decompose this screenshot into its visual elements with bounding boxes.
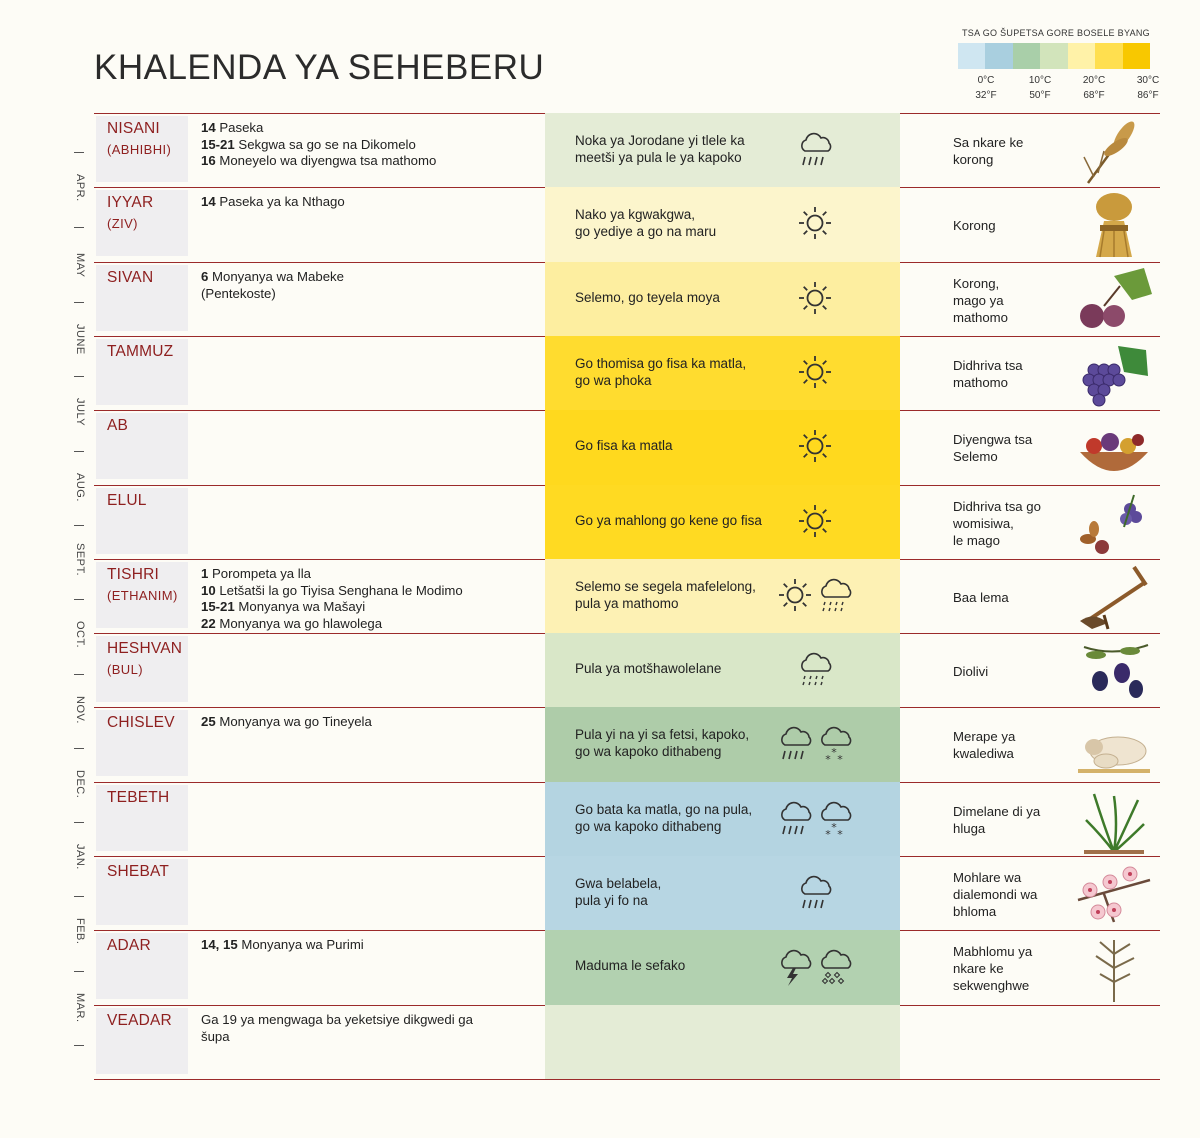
- celsius-value: 20°C: [1082, 75, 1106, 86]
- sheep-icon: [1074, 711, 1154, 779]
- legend-swatch: [1095, 43, 1122, 69]
- legend-swatch: [1068, 43, 1095, 69]
- legend-swatch: [985, 43, 1012, 69]
- sun-icon: [777, 577, 813, 617]
- feast-entry: [201, 153, 541, 170]
- agriculture-line: womisiwa,: [953, 515, 1014, 531]
- agriculture-text: [953, 869, 1073, 920]
- hail-icon: [817, 948, 853, 988]
- feast-entry: [201, 937, 541, 954]
- agriculture-text: [953, 357, 1073, 391]
- climate-line: Go ya mahlong go kene go fisa: [575, 513, 762, 528]
- climate-cell: [545, 930, 900, 1005]
- feast-day-number: 14, 15: [201, 937, 238, 952]
- agriculture-text: [953, 217, 1073, 234]
- celsius-value: 10°C: [1028, 75, 1052, 86]
- feast-name: Paseka ya ka Nthago: [219, 194, 345, 209]
- agriculture-line: Diolivi: [953, 663, 989, 679]
- feast-name: Monyanya wa Purimi: [241, 937, 364, 952]
- sun-icon: [797, 205, 833, 245]
- dried-fruit-icon: [1074, 489, 1154, 557]
- rain-icon: [777, 725, 813, 765]
- feast-day-number: 22: [201, 615, 216, 631]
- feast-entry: [201, 714, 541, 731]
- climate-text: [575, 726, 775, 760]
- feast-name: Sekgwa sa go se na Dikomelo: [238, 136, 416, 152]
- agriculture-text: [953, 803, 1073, 837]
- climate-line: go yediye a go na maru: [575, 224, 717, 239]
- feast-name: Moneyelo wa diyengwa tsa mathomo: [219, 153, 437, 168]
- agriculture-line: Sa nkare ke: [953, 135, 1024, 150]
- agriculture-text: [953, 943, 1073, 994]
- climate-cell: [545, 262, 900, 336]
- feast-day-number: 15-21: [201, 136, 235, 152]
- feasts-list: [201, 1012, 541, 1045]
- agriculture-text: [953, 134, 1073, 168]
- page-title: KHALENDA YA SEHEBERU: [94, 48, 545, 87]
- climate-line: pula yi fo na: [575, 893, 648, 908]
- agriculture-text: [953, 431, 1073, 465]
- month-row: [94, 1006, 1160, 1080]
- hebrew-month-alt-name: (ETHANIM): [107, 588, 178, 603]
- month-divider-tick: [74, 376, 84, 377]
- climate-line: Nako ya kgwakgwa,: [575, 207, 696, 222]
- climate-line: go wa kapoko dithabeng: [575, 819, 722, 834]
- feast-entry: [201, 137, 541, 154]
- weather-icons: [777, 577, 853, 617]
- climate-text: [575, 957, 775, 974]
- climate-line: go wa phoka: [575, 373, 652, 388]
- agriculture-line: Baa lema: [953, 589, 1009, 605]
- sun-icon: [797, 503, 833, 543]
- feast-name: Paseka: [219, 120, 264, 135]
- feast-name: Monyanya wa go hlawolega: [219, 615, 383, 631]
- agriculture-line: Didhriva tsa: [953, 358, 1023, 373]
- climate-text: [575, 355, 775, 389]
- climate-cell: [545, 559, 900, 633]
- feast-name: Monyanya wa go Tineyela: [219, 714, 372, 729]
- barley-icon: [1074, 117, 1154, 185]
- gregorian-month-strip: [64, 120, 94, 1060]
- flax-icon: [1074, 934, 1154, 1002]
- legend-ticks: [958, 69, 1160, 103]
- agriculture-line: Merape ya: [953, 729, 1016, 744]
- light-rain-icon: [817, 577, 853, 617]
- agriculture-line: mago ya: [953, 292, 1004, 308]
- gregorian-month-label: DEC.: [74, 769, 86, 799]
- hebrew-month-name: TISHRI: [107, 566, 160, 583]
- feast-name: šupa: [201, 1028, 230, 1044]
- olive-icon: [1074, 637, 1154, 705]
- climate-line: pula ya mathomo: [575, 596, 679, 611]
- climate-line: Go thomisa go fisa ka matla,: [575, 356, 747, 371]
- feast-entry: [201, 120, 541, 137]
- agriculture-text: [953, 663, 1073, 680]
- agriculture-line: kwalediwa: [953, 746, 1014, 761]
- agriculture-text: [953, 589, 1073, 606]
- feast-entry: [201, 616, 541, 633]
- month-row: [94, 411, 1160, 485]
- feast-entry: [201, 194, 541, 211]
- climate-cell: [545, 410, 900, 485]
- climate-line: Selemo se segela mafelelong,: [575, 579, 756, 594]
- agriculture-line: Dimelane di ya: [953, 804, 1041, 819]
- feast-day-number: 10: [201, 582, 216, 598]
- month-divider-tick: [74, 302, 84, 303]
- agriculture-line: Korong,: [953, 275, 1000, 291]
- feast-day-number: 25: [201, 714, 216, 729]
- gregorian-month-label: FEB.: [74, 918, 86, 945]
- climate-line: Go fisa ka matla: [575, 438, 673, 453]
- legend-tick-label: [966, 73, 1006, 103]
- thunder-icon: [777, 948, 813, 988]
- weather-icons: [797, 651, 833, 691]
- month-row: [94, 931, 1160, 1005]
- hebrew-month-name: SIVAN: [107, 269, 154, 286]
- month-row: [94, 708, 1160, 782]
- climate-text: [575, 437, 775, 454]
- month-divider-tick: [74, 227, 84, 228]
- agriculture-line: bhloma: [953, 903, 997, 919]
- hebrew-month-alt-name: (ZIV): [107, 216, 138, 231]
- month-row: [94, 783, 1160, 857]
- wheat-sheaf-icon: [1074, 191, 1154, 259]
- weather-icons: [777, 948, 853, 988]
- climate-cell: [545, 782, 900, 856]
- climate-text: [575, 660, 775, 677]
- agriculture-line: Diyengwa tsa: [953, 432, 1033, 447]
- grapes-icon: [1074, 340, 1154, 408]
- month-row: [94, 486, 1160, 560]
- hebrew-month-name: TEBETH: [107, 789, 170, 806]
- weather-icons: [777, 800, 853, 840]
- climate-line: Go bata ka matla, go na pula,: [575, 802, 753, 817]
- climate-cell: [545, 1005, 900, 1079]
- climate-line: Maduma le sefako: [575, 958, 686, 973]
- month-divider-tick: [74, 1045, 84, 1046]
- feast-name: Monyanya wa Mabeke: [212, 269, 344, 284]
- rain-icon: [797, 131, 833, 171]
- hebrew-month-name: AB: [107, 417, 129, 434]
- gregorian-month-label: MAY: [74, 253, 86, 278]
- agriculture-line: sekwenghwe: [953, 977, 1030, 993]
- month-row: [94, 560, 1160, 634]
- fahrenheit-value: 32°F: [975, 90, 997, 101]
- climate-text: [575, 132, 775, 166]
- climate-cell: [545, 113, 900, 187]
- climate-text: [575, 801, 775, 835]
- agriculture-line: Selemo: [953, 449, 998, 464]
- climate-cell: [545, 856, 900, 930]
- hebrew-month-name: CHISLEV: [107, 714, 175, 731]
- gregorian-month-label: APR.: [74, 174, 86, 202]
- agriculture-line: nkare ke: [953, 960, 1004, 976]
- legend-color-scale: [958, 43, 1150, 69]
- month-divider-tick: [74, 971, 84, 972]
- agriculture-text: [953, 498, 1073, 549]
- feast-day-number: 15-21: [201, 599, 235, 614]
- agriculture-line: mathomo: [953, 375, 1008, 390]
- feast-name: Porompeta ya lla: [212, 566, 311, 581]
- hebrew-month-alt-name: (ABHIBHI): [107, 142, 172, 157]
- climate-cell: [545, 707, 900, 782]
- hebrew-month-name: VEADAR: [107, 1012, 172, 1029]
- legend-swatch: [1013, 43, 1040, 69]
- climate-line: go wa kapoko dithabeng: [575, 744, 722, 759]
- svg-text:*: *: [837, 828, 843, 840]
- feast-day-number: 16: [201, 153, 216, 168]
- climate-line: Gwa belabela,: [575, 876, 662, 891]
- feast-entry: [201, 599, 541, 616]
- hebrew-month-alt-name: (BUL): [107, 662, 143, 677]
- svg-text:*: *: [831, 746, 837, 759]
- feast-name: (Pentekoste): [201, 285, 276, 301]
- weather-icons: [797, 354, 833, 394]
- sun-icon: [797, 354, 833, 394]
- month-row: [94, 263, 1160, 337]
- agriculture-line: korong: [953, 152, 994, 167]
- month-divider-tick: [74, 896, 84, 897]
- month-divider-tick: [74, 599, 84, 600]
- hebrew-month-name: HESHVAN: [107, 640, 183, 657]
- hebrew-month-name: TAMMUZ: [107, 343, 174, 360]
- legend-tick-label: [1074, 73, 1114, 103]
- feast-entry: [201, 1029, 541, 1046]
- feast-entry: [201, 566, 541, 583]
- feasts-list: [201, 120, 541, 170]
- climate-line: Selemo, go teyela moya: [575, 290, 720, 305]
- gregorian-month-label: JULY: [74, 398, 86, 427]
- gregorian-month-label: NOV.: [74, 695, 86, 724]
- feasts-list: [201, 937, 541, 954]
- agriculture-line: dialemondi wa: [953, 886, 1038, 902]
- hebrew-month-name: ELUL: [107, 492, 147, 509]
- month-divider-tick: [74, 822, 84, 823]
- agriculture-line: Mohlare wa: [953, 869, 1022, 885]
- light-rain-icon: [797, 651, 833, 691]
- agriculture-line: mathomo: [953, 309, 1008, 325]
- weather-icons: [797, 205, 833, 245]
- feasts-list: [201, 194, 541, 211]
- feasts-list: [201, 714, 541, 731]
- climate-text: [575, 512, 775, 529]
- legend-tick-label: [1020, 73, 1060, 103]
- weather-icons: [797, 280, 833, 320]
- agriculture-line: le mago: [953, 532, 1000, 548]
- hebrew-month-name: IYYAR: [107, 194, 154, 211]
- gregorian-month-label: JAN.: [74, 843, 86, 870]
- weather-icons: [797, 131, 833, 171]
- climate-line: meetši ya pula le ya kapoko: [575, 150, 742, 165]
- snow-icon: [817, 800, 853, 840]
- month-divider-tick: [74, 748, 84, 749]
- agriculture-line: hluga: [953, 821, 986, 836]
- weather-icons: [777, 725, 853, 765]
- svg-text:*: *: [831, 821, 837, 834]
- gregorian-month-label: JUNE: [74, 323, 86, 355]
- agriculture-text: [953, 275, 1073, 326]
- hebrew-month-name: SHEBAT: [107, 863, 170, 880]
- fig-icon: [1074, 266, 1154, 334]
- month-divider-tick: [74, 674, 84, 675]
- month-row: [94, 188, 1160, 262]
- agriculture-text: [953, 728, 1073, 762]
- svg-text:*: *: [825, 828, 831, 840]
- feast-entry: [201, 1012, 541, 1029]
- legend-swatch: [958, 43, 985, 69]
- weather-icons: [797, 503, 833, 543]
- feast-day-number: 6: [201, 269, 209, 284]
- almond-blossom-icon: [1074, 860, 1154, 928]
- month-divider-tick: [74, 152, 84, 153]
- feast-day-number: 1: [201, 566, 209, 581]
- hebrew-month-name: ADAR: [107, 937, 151, 954]
- month-row: [94, 857, 1160, 931]
- legend-swatch: [1123, 43, 1150, 69]
- feast-day-number: 14: [201, 120, 216, 135]
- row-divider: [94, 1079, 1160, 1080]
- climate-text: [575, 289, 775, 306]
- sprout-icon: [1074, 786, 1154, 854]
- gregorian-month-label: AUG.: [74, 472, 86, 502]
- feast-name: Letšatši la go Tiyisa Senghana le Modimo: [219, 582, 463, 598]
- climate-cell: [545, 633, 900, 707]
- feast-entry: [201, 269, 541, 286]
- rain-icon: [797, 874, 833, 914]
- climate-cell: [545, 336, 900, 410]
- climate-line: Pula yi na yi sa fetsi, kapoko,: [575, 727, 750, 742]
- feasts-list: [201, 566, 541, 632]
- feast-day-number: 14: [201, 194, 216, 209]
- temperature-legend: [958, 28, 1160, 103]
- feast-name: Monyanya wa Mašayi: [238, 599, 366, 614]
- weather-icons: [797, 874, 833, 914]
- snow-icon: [817, 725, 853, 765]
- agriculture-line: Korong: [953, 217, 996, 233]
- gregorian-month-label: SEPT.: [74, 543, 86, 577]
- plough-icon: [1074, 563, 1154, 631]
- agriculture-line: Didhriva tsa go: [953, 498, 1041, 514]
- legend-tick-label: [1128, 73, 1168, 103]
- feast-entry: [201, 286, 541, 303]
- rain-icon: [777, 800, 813, 840]
- climate-line: Pula ya motšhawolelane: [575, 661, 722, 676]
- legend-swatch: [1040, 43, 1067, 69]
- month-row: [94, 634, 1160, 708]
- feast-entry: [201, 583, 541, 600]
- svg-text:*: *: [837, 753, 843, 765]
- climate-cell: [545, 485, 900, 559]
- feasts-list: [201, 269, 541, 302]
- fahrenheit-value: 50°F: [1029, 90, 1051, 101]
- fahrenheit-value: 68°F: [1083, 90, 1105, 101]
- climate-text: [575, 875, 775, 909]
- month-row: [94, 337, 1160, 411]
- climate-text: [575, 578, 775, 612]
- celsius-value: 0°C: [977, 75, 995, 86]
- month-row: [94, 114, 1160, 188]
- sun-icon: [797, 428, 833, 468]
- climate-cell: [545, 187, 900, 262]
- gregorian-month-label: MAR.: [74, 992, 86, 1023]
- legend-title: TSA GO ŠUPETSA GORE BOSELE BYANG: [962, 28, 1150, 38]
- sun-icon: [797, 280, 833, 320]
- feast-name: Ga 19 ya mengwaga ba yeketsiye dikgwedi ga: [201, 1012, 473, 1027]
- weather-icons: [797, 428, 833, 468]
- gregorian-month-label: OCT.: [74, 621, 86, 649]
- fruit-basket-icon: [1074, 414, 1154, 482]
- climate-text: [575, 206, 775, 240]
- month-divider-tick: [74, 525, 84, 526]
- climate-line: Noka ya Jorodane yi tlele ka: [575, 133, 745, 148]
- hebrew-month-name: NISANI: [107, 120, 160, 137]
- svg-text:*: *: [825, 753, 831, 765]
- month-divider-tick: [74, 451, 84, 452]
- celsius-value: 30°C: [1136, 75, 1160, 86]
- agriculture-line: Mabhlomu ya: [953, 943, 1033, 959]
- fahrenheit-value: 86°F: [1137, 90, 1159, 101]
